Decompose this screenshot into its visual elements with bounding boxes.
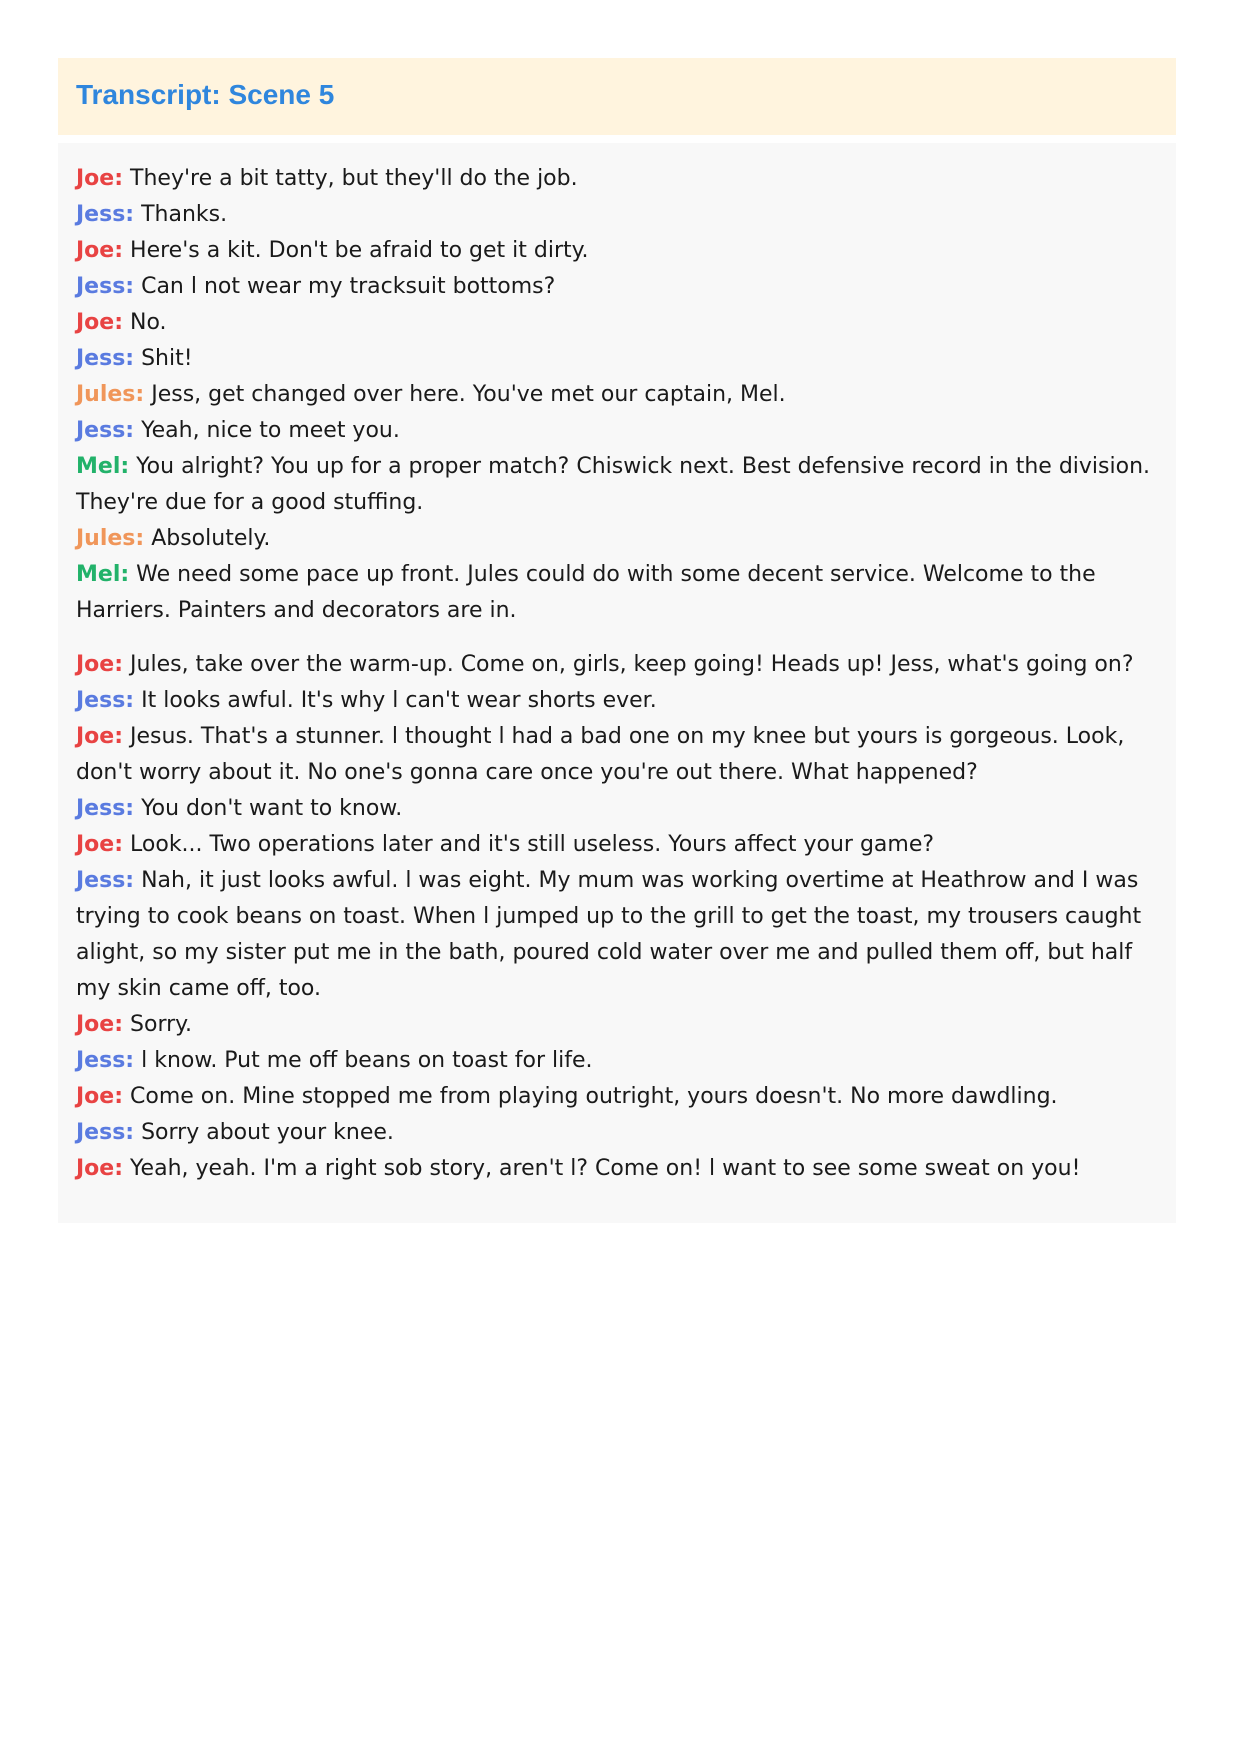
speaker-label: Jess:	[76, 418, 135, 443]
speaker-label: Mel:	[76, 562, 130, 587]
dialogue-text: Jess, get changed over here. You've met our captain, Mel.	[151, 382, 786, 407]
speaker-label: Jules:	[76, 382, 145, 407]
dialogue-text: Sorry about your knee.	[141, 1120, 394, 1145]
transcript-line	[76, 1079, 1158, 1115]
speaker-label: Jess:	[76, 1048, 135, 1073]
transcript-line	[76, 683, 1158, 719]
dialogue-text: Absolutely.	[151, 526, 271, 551]
dialogue-text: It looks awful. It's why l can't wear shorts ever.	[141, 688, 657, 713]
transcript-line	[76, 377, 1158, 413]
speaker-label: Jess:	[76, 274, 135, 299]
dialogue-text: They're a bit tatty, but they'll do the job.	[130, 166, 578, 191]
dialogue-text: Come on. Mine stopped me from playing outright, yours doesn't. No more dawdling.	[130, 1084, 1058, 1109]
transcript-header	[58, 58, 1176, 135]
transcript-line	[76, 1043, 1158, 1079]
dialogue-text: Thanks.	[141, 202, 228, 227]
dialogue-text: Jules, take over the warm-up. Come on, girls, keep going! Heads up! Jess, what's going on?	[130, 652, 1134, 677]
transcript-line	[76, 1007, 1158, 1043]
speaker-label: Joe:	[76, 652, 124, 677]
speaker-label: Jess:	[76, 868, 135, 893]
transcript-line	[76, 647, 1158, 683]
dialogue-text: Here's a kit. Don't be afraid to get it dirty.	[130, 238, 589, 263]
speaker-label: Joe:	[76, 310, 124, 335]
transcript-line	[76, 791, 1158, 827]
speaker-label: Mel:	[76, 454, 130, 479]
dialogue-text: You alright? You up for a proper match? Chiswick next. Best defensive record in the division. They're due for a good stuffing.	[76, 454, 1151, 515]
speaker-label: Joe:	[76, 166, 124, 191]
transcript-line	[76, 449, 1158, 521]
speaker-label: Joe:	[76, 1156, 124, 1181]
transcript-line	[76, 341, 1158, 377]
dialogue-text: Shit!	[141, 346, 193, 371]
speaker-label: Jules:	[76, 526, 145, 551]
transcript-line	[76, 1151, 1158, 1187]
dialogue-text: No.	[130, 310, 167, 335]
transcript-line	[76, 557, 1158, 629]
speaker-label: Joe:	[76, 1012, 124, 1037]
speaker-label: Jess:	[76, 1120, 135, 1145]
speaker-label: Joe:	[76, 238, 124, 263]
dialogue-text: Look... Two operations later and it's still useless. Yours affect your game?	[130, 832, 935, 857]
dialogue-text: l know. Put me off beans on toast for life.	[141, 1048, 593, 1073]
speaker-label: Jess:	[76, 202, 135, 227]
transcript-line	[76, 719, 1158, 791]
transcript-line	[76, 863, 1158, 1007]
transcript-line	[76, 233, 1158, 269]
page-title: Transcript: Scene 5	[76, 79, 335, 110]
speaker-label: Joe:	[76, 832, 124, 857]
speaker-label: Joe:	[76, 1084, 124, 1109]
transcript-body	[58, 143, 1176, 1223]
transcript-line	[76, 827, 1158, 863]
transcript-line	[76, 197, 1158, 233]
speaker-label: Joe:	[76, 724, 124, 749]
transcript-line	[76, 269, 1158, 305]
transcript-line	[76, 305, 1158, 341]
transcript-line	[76, 1115, 1158, 1151]
speaker-label: Jess:	[76, 346, 135, 371]
dialogue-text: Jesus. That's a stunner. l thought l had a bad one on my knee but yours is gorgeous. Look, don't worry about it. No one's gonna care once you're out there. What happened?	[76, 724, 1125, 785]
speaker-label: Jess:	[76, 688, 135, 713]
dialogue-text: Sorry.	[130, 1012, 193, 1037]
transcript-line	[76, 161, 1158, 197]
transcript-line	[76, 521, 1158, 557]
transcript-line	[76, 413, 1158, 449]
dialogue-text: You don't want to know.	[141, 796, 403, 821]
dialogue-text: Yeah, nice to meet you.	[141, 418, 400, 443]
dialogue-text: Nah, it just looks awful. l was eight. My mum was working overtime at Heathrow and I was trying to cook beans on toast. When l jumped up to the grill to get the toast, my trousers caught alight, so my sister put me in the bath, poured cold water over me and pulled them off, but half my skin came off, too.	[76, 868, 1142, 1001]
dialogue-text: Yeah, yeah. I'm a right sob story, aren't l? Come on! l want to see some sweat on you!	[130, 1156, 1081, 1181]
dialogue-text: Can l not wear my tracksuit bottoms?	[141, 274, 556, 299]
dialogue-text: We need some pace up front. Jules could do with some decent service. Welcome to the Harriers. Painters and decorators are in.	[76, 562, 1096, 623]
speaker-label: Jess:	[76, 796, 135, 821]
